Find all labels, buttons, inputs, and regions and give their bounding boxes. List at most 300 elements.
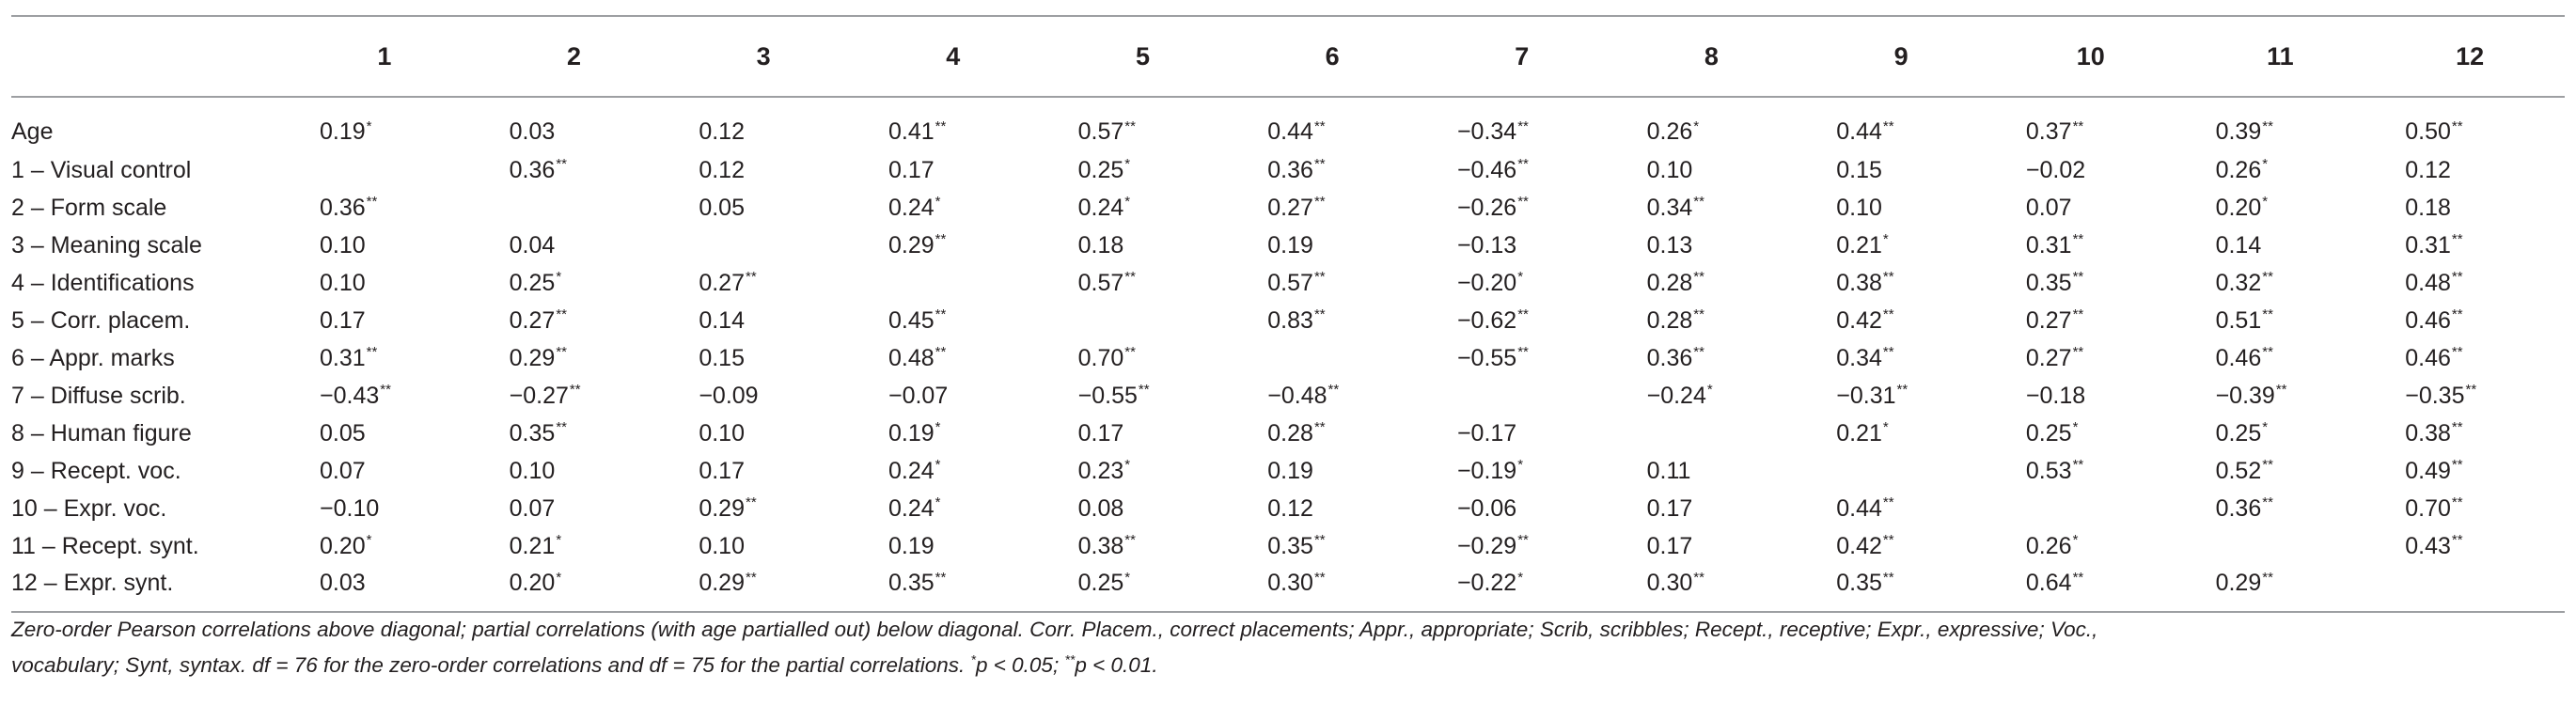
cell-value: 0.34 (1836, 344, 1882, 371)
table-cell (1048, 527, 1238, 565)
cell-value: −0.27 (509, 382, 569, 409)
table-cell (1427, 339, 1617, 377)
cell-value: −0.46 (1456, 156, 1517, 183)
table-cell (479, 339, 669, 377)
table-cell (2375, 264, 2565, 302)
header-cell-4: 4 (858, 16, 1048, 97)
table-cell (1806, 377, 1996, 415)
significance-marker: * (1124, 457, 1131, 474)
significance-marker: ** (2072, 344, 2084, 361)
table-cell (1996, 490, 2186, 527)
cell-value: 0.27 (699, 269, 745, 296)
table-cell (858, 415, 1048, 452)
row-label: 1 – Visual control (11, 156, 192, 183)
significance-marker: ** (2262, 494, 2273, 511)
table-cell (1806, 415, 1996, 452)
table-cell: 0.05 (699, 194, 745, 221)
table-cell: 0.08 (1077, 494, 1124, 522)
cell-value: 0.24 (1077, 194, 1124, 221)
table-cell (1427, 302, 1617, 339)
cell-value: 0.46 (2215, 344, 2262, 371)
significance-marker: ** (556, 306, 568, 323)
table-cell: 0.17 (887, 156, 935, 183)
significance-marker: ** (1693, 269, 1704, 286)
table-cell (858, 452, 1048, 490)
footnote-line-2 (11, 648, 2565, 683)
table-cell (1996, 264, 2186, 302)
cell-value: 0.70 (1077, 344, 1124, 371)
significance-marker: ** (1124, 269, 1136, 286)
significance-marker: ** (1693, 194, 1704, 211)
cell-value: 0.30 (1646, 570, 1693, 596)
row-label: 3 – Meaning scale (11, 231, 202, 258)
significance-marker: ** (745, 569, 757, 586)
table-cell (1617, 264, 1807, 302)
cell-value: −0.19 (1456, 457, 1517, 484)
header-cell-11: 11 (2186, 16, 2376, 97)
cell-value: 0.39 (2215, 118, 2262, 145)
significance-marker: ** (569, 382, 581, 399)
table-cell (2186, 189, 2376, 227)
header-cell-5: 5 (1048, 16, 1238, 97)
significance-marker: * (1882, 419, 1889, 436)
significance-marker: * (366, 118, 372, 134)
cell-value: −0.48 (1267, 382, 1327, 409)
table-cell: 0.12 (699, 156, 745, 183)
table-row (11, 415, 2565, 452)
table-cell (2186, 264, 2376, 302)
table-cell (1427, 264, 1617, 302)
row-label: 7 – Diffuse scrib. (11, 382, 186, 409)
cell-value: 0.28 (1646, 269, 1693, 296)
table-cell (1617, 97, 1807, 151)
cell-value: 0.42 (1836, 532, 1882, 559)
cell-value: −0.26 (1456, 194, 1517, 221)
table-cell (1048, 189, 1238, 227)
table-row (11, 377, 2565, 415)
header-cell-8: 8 (1617, 16, 1807, 97)
table-row (11, 490, 2565, 527)
significance-marker: * (2072, 419, 2079, 436)
cell-value: 0.36 (1646, 344, 1693, 371)
significance-marker: ** (1124, 118, 1136, 134)
significance-marker: * (1517, 457, 1524, 474)
significance-marker: * (1124, 156, 1131, 173)
table-cell (2375, 490, 2565, 527)
table-cell (1996, 302, 2186, 339)
table-cell (1237, 302, 1427, 339)
table-cell (1996, 339, 2186, 377)
significance-marker: * (2262, 156, 2269, 173)
cell-value: 0.44 (1836, 494, 1882, 522)
table-cell (2186, 339, 2376, 377)
cell-value: −0.22 (1456, 570, 1517, 596)
table-cell (1806, 339, 1996, 377)
table-cell (1617, 189, 1807, 227)
significance-marker: ** (2451, 118, 2463, 134)
header-cell-1: 1 (290, 16, 479, 97)
cell-value: 0.25 (2215, 419, 2262, 446)
significance-marker: * (1517, 269, 1524, 286)
table-row (11, 151, 2565, 189)
cell-value: 0.25 (2025, 419, 2072, 446)
cell-value: 0.36 (320, 194, 366, 221)
significance-marker: * (2262, 194, 2269, 211)
significance-marker: * (2262, 419, 2269, 436)
significance-marker: ** (2451, 306, 2463, 323)
header-cell-blank (11, 16, 290, 97)
cell-value: 0.28 (1646, 306, 1693, 334)
table-cell (1806, 490, 1996, 527)
significance-marker: ** (2451, 494, 2463, 511)
header-cell-9: 9 (1806, 16, 1996, 97)
table-cell (479, 415, 669, 452)
cell-value: −0.20 (1456, 269, 1517, 296)
cell-value: 0.21 (1836, 419, 1882, 446)
cell-value: 0.38 (2405, 419, 2451, 446)
cell-value: 0.35 (1836, 570, 1882, 596)
cell-value: 0.34 (1646, 194, 1693, 221)
significance-marker: ** (1517, 344, 1529, 361)
cell-value: 0.29 (887, 231, 935, 258)
table-cell: 0.19 (1267, 231, 1313, 258)
cell-value: 0.20 (2215, 194, 2262, 221)
table-cell (1237, 97, 1427, 151)
significance-marker: ** (2262, 344, 2273, 361)
cell-value: −0.55 (1077, 382, 1138, 409)
table-cell (1048, 97, 1238, 151)
table-cell: 0.14 (2215, 231, 2262, 258)
cell-value: 0.49 (2405, 457, 2451, 484)
table-cell: 0.13 (1646, 231, 1693, 258)
cell-value: 0.44 (1267, 118, 1313, 145)
table-cell: 0.17 (699, 457, 745, 484)
table-cell (1806, 227, 1996, 264)
table-cell (1427, 565, 1617, 612)
table-cell (479, 565, 669, 612)
table-cell (1048, 339, 1238, 377)
significance-marker: ** (2072, 457, 2084, 474)
table-cell (290, 377, 479, 415)
table-cell (2186, 527, 2376, 565)
table-cell (858, 302, 1048, 339)
significance-marker: ** (2465, 382, 2477, 399)
table-cell (1427, 452, 1617, 490)
table-cell (2186, 377, 2376, 415)
table-cell: −0.07 (887, 382, 949, 409)
table-cell (479, 151, 669, 189)
cell-value: 0.45 (887, 306, 935, 334)
cell-value: −0.29 (1456, 532, 1517, 559)
significance-marker: ** (2451, 419, 2463, 436)
significance-marker: ** (2072, 306, 2084, 323)
table-cell (1048, 151, 1238, 189)
significance-marker: ** (1882, 269, 1894, 286)
cell-value: 0.43 (2405, 532, 2451, 559)
cell-value: 0.48 (887, 344, 935, 371)
table-cell (479, 264, 669, 302)
cell-value: 0.36 (509, 156, 556, 183)
table-cell (2375, 565, 2565, 612)
table-footnote (11, 612, 2565, 683)
significance-marker: * (1706, 382, 1713, 399)
cell-value: 0.27 (2025, 344, 2072, 371)
table-cell (479, 527, 669, 565)
significance-marker: ** (1313, 419, 1326, 436)
cell-value: 0.64 (2025, 570, 2072, 596)
table-cell: −0.17 (1456, 419, 1517, 446)
cell-value: 0.25 (1077, 570, 1124, 596)
table-cell: 0.17 (1077, 419, 1124, 446)
sig-mark-double: ** (1064, 651, 1076, 667)
table-cell: 0.18 (1077, 231, 1124, 258)
cell-value: 0.57 (1267, 269, 1313, 296)
cell-value: 0.36 (1267, 156, 1313, 183)
cell-value: 0.23 (1077, 457, 1124, 484)
significance-marker: ** (1882, 306, 1894, 323)
table-cell (1617, 302, 1807, 339)
footnote-line-2-main: vocabulary; Synt, syntax. df = 76 for the zero-order correlations and df = 75 for the partial correlations. (11, 653, 966, 677)
table-cell (2375, 339, 2565, 377)
table-cell (858, 490, 1048, 527)
table-cell: 0.05 (320, 419, 366, 446)
table-cell: 0.17 (320, 306, 366, 334)
table-cell (2186, 151, 2376, 189)
significance-marker: * (935, 457, 941, 474)
table-cell (858, 339, 1048, 377)
table-cell (1237, 377, 1427, 415)
cell-value: 0.35 (887, 570, 935, 596)
significance-marker: ** (935, 306, 947, 323)
significance-marker: ** (1313, 532, 1326, 549)
table-cell: 0.14 (699, 306, 745, 334)
cell-value: 0.44 (1836, 118, 1882, 145)
significance-marker: * (935, 494, 941, 511)
significance-marker: ** (2275, 382, 2287, 399)
cell-value: 0.46 (2405, 306, 2451, 334)
row-label: 6 – Appr. marks (11, 344, 175, 371)
sig-mark-single: * (970, 651, 976, 667)
table-cell (1048, 302, 1238, 339)
table-cell: 0.03 (290, 565, 479, 612)
significance-marker: * (556, 569, 562, 586)
cell-value: −0.43 (320, 382, 380, 409)
significance-marker: ** (1693, 306, 1704, 323)
sig-text-double: p < 0.01. (1075, 653, 1158, 677)
cell-value: 0.25 (1077, 156, 1124, 183)
table-cell (2375, 452, 2565, 490)
header-cell-12: 12 (2375, 16, 2565, 97)
table-cell (1237, 415, 1427, 452)
significance-marker: ** (556, 419, 568, 436)
row-label: 12 – Expr. synt. (11, 565, 290, 612)
cell-value: 0.27 (509, 306, 556, 334)
table-cell (1996, 97, 2186, 151)
significance-marker: ** (1693, 344, 1704, 361)
significance-marker: ** (2262, 569, 2273, 586)
cell-value: 0.36 (2215, 494, 2262, 522)
table-cell (1996, 227, 2186, 264)
sig-text-single: p < 0.05; (976, 653, 1060, 677)
cell-value: 0.31 (320, 344, 366, 371)
table-cell (1617, 565, 1807, 612)
significance-marker: * (2072, 532, 2079, 549)
significance-marker: * (1517, 569, 1524, 586)
table-cell (1996, 452, 2186, 490)
cell-value: 0.57 (1077, 118, 1124, 145)
cell-value: 0.53 (2025, 457, 2072, 484)
row-label: 10 – Expr. voc. (11, 494, 167, 522)
cell-value: 0.26 (2025, 532, 2072, 559)
cell-value: −0.31 (1836, 382, 1896, 409)
table-cell: −0.09 (699, 382, 759, 409)
table-cell (2375, 302, 2565, 339)
significance-marker: ** (2262, 118, 2273, 134)
cell-value: 0.38 (1077, 532, 1124, 559)
cell-value: 0.19 (887, 419, 935, 446)
table-cell (1048, 452, 1238, 490)
table-cell (668, 264, 858, 302)
significance-marker: ** (745, 494, 757, 511)
table-cell (2186, 452, 2376, 490)
significance-marker: ** (2072, 269, 2084, 286)
table-cell (2375, 97, 2565, 151)
table-cell (2375, 415, 2565, 452)
significance-marker: * (556, 269, 562, 286)
table-cell (290, 151, 479, 189)
significance-marker: ** (1882, 118, 1894, 134)
significance-marker: ** (1327, 382, 1340, 399)
table-row (11, 189, 2565, 227)
significance-marker: ** (1313, 156, 1326, 173)
table-cell (1996, 527, 2186, 565)
footnote-line-1: Zero-order Pearson correlations above diagonal; partial correlations (with age partialled out) below diagonal. Corr. Placem., correct placements; Appr., appropriate; Scrib, scribbles; Recept., receptive; Expr., expressive; Voc., (11, 618, 2098, 641)
cell-value: 0.41 (887, 118, 935, 145)
table-header (11, 16, 2565, 97)
table-cell (1427, 97, 1617, 151)
table-cell: 0.10 (509, 457, 556, 484)
table-cell (858, 97, 1048, 151)
header-cell-10: 10 (1996, 16, 2186, 97)
table-cell: −0.13 (1456, 231, 1517, 258)
significance-marker: * (1693, 118, 1700, 134)
table-body (11, 97, 2565, 612)
table-cell (479, 377, 669, 415)
cell-value: 0.19 (320, 118, 366, 145)
table-cell (290, 339, 479, 377)
table-cell (1427, 377, 1617, 415)
table-cell (1617, 377, 1807, 415)
significance-marker: ** (1313, 118, 1326, 134)
table-cell: 0.18 (2405, 194, 2451, 221)
table-cell (290, 189, 479, 227)
significance-marker: ** (1138, 382, 1150, 399)
cell-value: 0.25 (509, 269, 556, 296)
significance-marker: ** (380, 382, 391, 399)
table-cell: 0.04 (509, 231, 556, 258)
header-cell-7: 7 (1427, 16, 1617, 97)
table-cell (290, 527, 479, 565)
table-cell (2375, 377, 2565, 415)
significance-marker: ** (2451, 269, 2463, 286)
table-cell: −0.18 (2025, 382, 2086, 409)
significance-marker: ** (1313, 269, 1326, 286)
significance-marker: ** (2072, 569, 2084, 586)
cell-value: 0.20 (509, 570, 556, 596)
cell-value: 0.70 (2405, 494, 2451, 522)
table-cell (668, 490, 858, 527)
row-label: 5 – Corr. placem. (11, 306, 191, 334)
cell-value: 0.20 (320, 532, 366, 559)
table-cell (1237, 264, 1427, 302)
cell-value: −0.24 (1646, 382, 1706, 409)
cell-value: 0.21 (509, 532, 556, 559)
table-cell (1237, 527, 1427, 565)
cell-value: 0.27 (2025, 306, 2072, 334)
table-cell: 0.10 (320, 231, 366, 258)
cell-value: 0.27 (1267, 194, 1313, 221)
significance-marker: ** (556, 156, 568, 173)
cell-value: 0.29 (509, 344, 556, 371)
table-cell (1237, 565, 1427, 612)
significance-marker: ** (1313, 194, 1326, 211)
cell-value: 0.31 (2025, 231, 2072, 258)
significance-marker: ** (1517, 532, 1529, 549)
table-cell (668, 565, 858, 612)
table-cell: 0.10 (320, 269, 366, 296)
cell-value: 0.50 (2405, 118, 2451, 145)
significance-marker: ** (2262, 306, 2273, 323)
significance-marker: ** (2451, 344, 2463, 361)
significance-marker: * (935, 194, 941, 211)
significance-marker: * (935, 419, 941, 436)
cell-value: 0.35 (1267, 532, 1313, 559)
row-label: 9 – Recept. voc. (11, 457, 181, 484)
table-cell (1237, 339, 1427, 377)
table-cell (1806, 565, 1996, 612)
significance-marker: ** (2451, 457, 2463, 474)
significance-marker: ** (1896, 382, 1908, 399)
table-cell (2186, 490, 2376, 527)
significance-marker: ** (935, 344, 947, 361)
row-label: Age (11, 118, 54, 145)
significance-marker: ** (1882, 344, 1894, 361)
significance-marker: ** (1313, 569, 1326, 586)
cell-value: 0.31 (2405, 231, 2451, 258)
significance-marker: ** (366, 344, 378, 361)
table-cell (1427, 189, 1617, 227)
significance-marker: * (1124, 194, 1131, 211)
table-row (11, 565, 2565, 612)
cell-value: 0.35 (509, 419, 556, 446)
table-cell: 0.10 (699, 419, 745, 446)
table-cell (479, 302, 669, 339)
cell-value: −0.55 (1456, 344, 1517, 371)
significance-marker: ** (556, 344, 568, 361)
significance-marker: * (556, 532, 562, 549)
cell-value: 0.24 (887, 194, 935, 221)
cell-value: 0.52 (2215, 457, 2262, 484)
header-cell-3: 3 (668, 16, 858, 97)
table-row (11, 452, 2565, 490)
cell-value: 0.29 (699, 570, 745, 596)
cell-value: 0.29 (2215, 570, 2262, 596)
table-cell (1048, 264, 1238, 302)
significance-marker: ** (1882, 532, 1894, 549)
table-cell (1427, 527, 1617, 565)
cell-value: 0.32 (2215, 269, 2262, 296)
table-cell: 0.07 (509, 494, 556, 522)
